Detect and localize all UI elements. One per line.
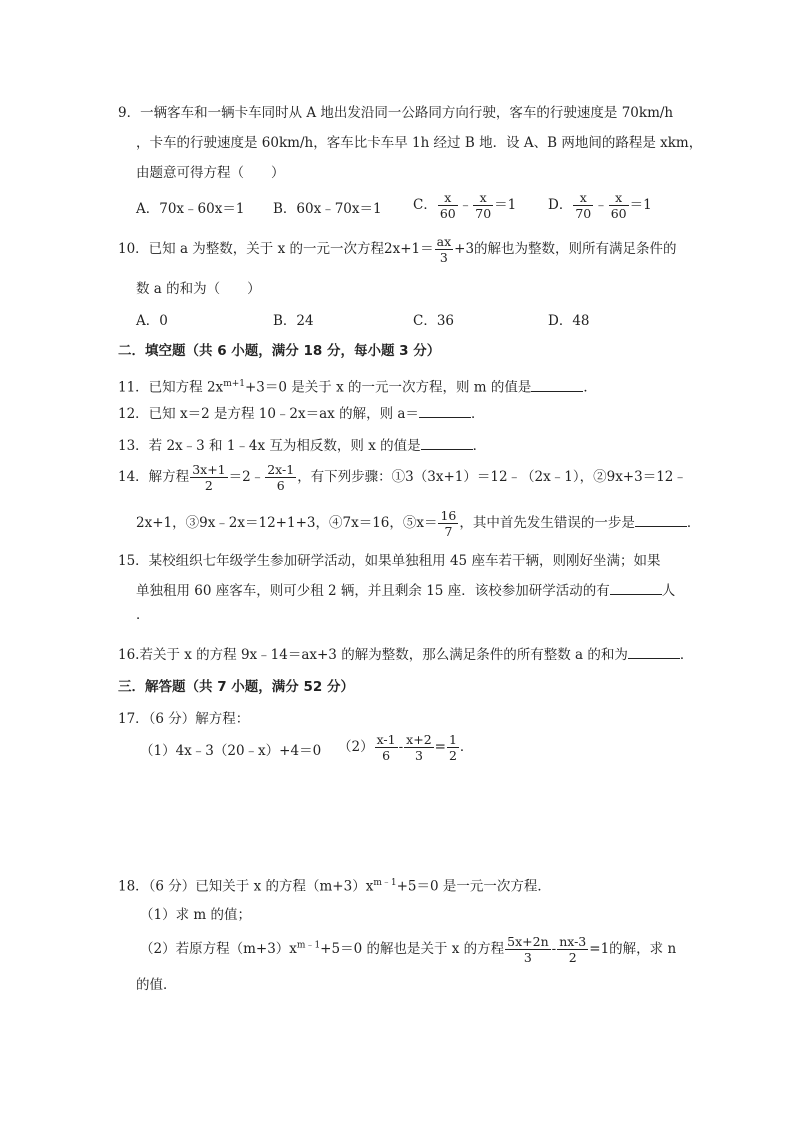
q16: 16.若关于 x 的方程 9x﹣14＝ax+3 的解为整数，那么满足条件的所有整数 a 的和为 ． [118, 647, 694, 663]
q14-line2: 2x+1，③9x﹣2x＝12+1+3，④7x＝16，⑤x＝ $\frac{16}{7}$ ，其中首先发生错误的一步是 ． [136, 508, 701, 539]
q9-line2: ，卡车的行驶速度是 60km/h，客车比卡车早 1h 经过 B 地．设 A、B 两地间的路程是 xkm， [136, 135, 703, 151]
q9-option-b: B．60x﹣70x＝1 [273, 201, 382, 217]
q10-line1: 10．已知 a 为整数，关于 x 的一元一次方程2x+1＝ $\frac{ax}{3}$ +3的解也为整数，则所有满足条件的 [118, 234, 677, 265]
section-2-heading: 二．填空题（共 6 小题，满分 18 分，每小题 3 分） [118, 343, 441, 359]
q9-option-a: A．70x﹣60x＝1 [136, 201, 245, 217]
q15-line2: 单独租用 60 座客车，则可少租 2 辆，并且剩余 15 座．该校参加研学活动的有 人 [136, 583, 676, 599]
q10-option-d: D．48 [548, 313, 590, 329]
q13: 13．若 2x﹣3 和 1﹣4x 互为相反数，则 x 的值是 ． [118, 438, 487, 454]
q9-option-d: D． $\frac{x}{70}$ ﹣ $\frac{x}{60}$ ＝1 [548, 190, 652, 221]
q15-line1: 15．某校组织七年级学生参加研学活动，如果单独租用 45 座车若干辆，则刚好坐满；如果 [118, 553, 661, 569]
q18-part2-line2: 的值． [136, 977, 177, 993]
q12: 12．已知 x＝2 是方程 10﹣2x＝ax 的解，则 a＝ ． [118, 406, 485, 422]
q18-part1: （1）求 m 的值； [140, 907, 251, 923]
q10-line2: 数 a 的和为（ ） [136, 281, 261, 297]
q18-line1: 18．（6 分）已知关于 x 的方程$(m+3)x^{m﹣1}+5=0$ 是一元一次方程． [118, 878, 551, 895]
q18-part2: （2）若原方程$(m+3)x^{m﹣1}+5=0$ 的解也是关于 x 的方程 $\frac{5x+2n}{3}$ - $\frac{nx-3}{2}$ =1的解，求 n [140, 934, 677, 965]
answer-blank [628, 646, 680, 659]
q9-option-c: C． $\frac{x}{60}$ ﹣ $\frac{x}{70}$ ＝1 [413, 190, 517, 221]
q9-line3: 由题意可得方程（ ） [136, 165, 285, 181]
q10-option-c: C．36 [413, 313, 455, 329]
q10-option-b: B．24 [273, 313, 314, 329]
answer-blank [421, 437, 473, 450]
q17-title: 17．（6 分）解方程： [118, 711, 250, 727]
answer-blank [610, 582, 662, 595]
section-3-heading: 三．解答题（共 7 小题，满分 52 分） [118, 679, 354, 695]
q9-line1: 9．一辆客车和一辆卡车同时从 A 地出发沿同一公路同方向行驶，客车的行驶速度是 70km/h [118, 105, 674, 121]
answer-blank [419, 405, 471, 418]
q17-part1: （1）4x﹣3（20﹣x）+4＝0 [140, 743, 322, 759]
q10-option-a: A．0 [136, 313, 168, 329]
answer-blank [531, 379, 583, 392]
q11: 11．已知方程 $2x^{m+1}+3=0$ 是关于 x 的一元一次方程，则 m 的值是 ． [118, 379, 597, 396]
q15-line3: ． [136, 607, 150, 623]
q14-line1: 14．解方程 $\frac{3x+1}{2}$ ＝2﹣ $\frac{2x-1}{6}$ ，有下列步骤：①3（3x+1）＝12﹣（2x﹣1），②9x+3＝12﹣ [118, 462, 687, 493]
q17-part2: （2） $\frac{x-1}{6}$ - $\frac{x+2}{3}$ = $\frac{1}{2}$ ． [338, 732, 474, 763]
answer-blank [635, 514, 687, 527]
